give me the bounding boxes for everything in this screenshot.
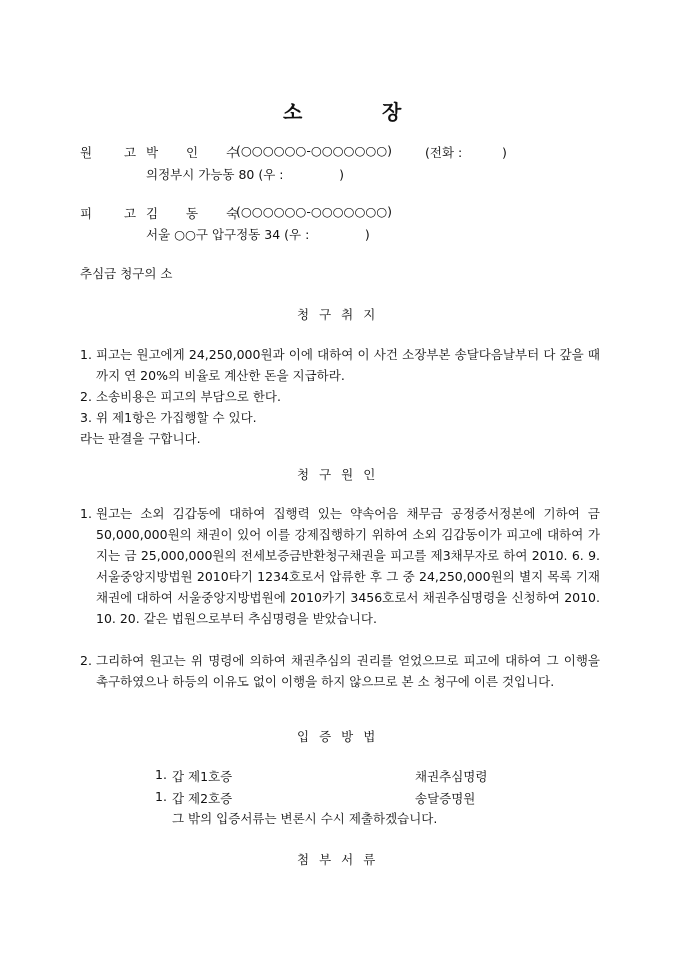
plaintiff-role: 원 고 [80,145,151,160]
evidence-item-number: 1. [155,767,167,782]
plaintiff-address: 의정부시 가능동 80 (우 : ) [146,167,344,182]
case-title: 추심금 청구의 소 [80,266,173,281]
list-item [80,650,600,692]
evidence-item-label: 갑 제1호증 [172,769,233,784]
list-item [80,407,600,428]
item-text: 위 제1항은 가집행할 수 있다. [96,410,257,425]
evidence-item-label: 갑 제2호증 [172,791,233,806]
claim-cause-heading: 청구원인 [297,467,386,482]
title-char-1: 소 [283,100,303,124]
item-number: 1. [80,506,92,521]
defendant-id-number: (○○○○○○-○○○○○○○) [236,204,393,219]
defendant-role: 피 고 [80,206,151,221]
item-text: 원고는 소외 김갑동에 대하여 집행력 있는 약속어음 채무금 공정증서정본에 기하여 금 50,000,000원의 채권이 있어 이를 강제집행하기 위하여 소외 김갑동이가 피고에 대하여 가지는 금 25,000,000원의 전세보증금반환청구채권을 피고를 제3채무자로 하여 2010. 6. 9. 서울중앙지방법원 2010타기 1234호로서 압류한 후 그 중 24,250,000원의 별지 목록 기재 채권에 대하여 서울중앙지방법원에 2010카기 3456호로서 채권추심명령을 신청하여 2010. 10. 20. 같은 법원으로부터 추심명령을 받았습니다. [96,506,600,626]
plaintiff-name: 박 인 수 [146,145,239,160]
claim-purpose-heading: 청구취지 [297,307,386,322]
item-text: 그리하여 원고는 위 명령에 의하여 채권추심의 권리를 얻었으므로 피고에 대하여 그 이행을 촉구하였으나 하등의 이유도 없이 이행을 하지 않으므로 본 소 청구에 이른 것입니다. [96,653,600,689]
evidence-item-desc: 채권추심명령 [415,769,488,784]
evidence-note: 그 밖의 입증서류는 변론시 수시 제출하겠습니다. [172,811,438,826]
list-item [80,344,600,386]
item-number: 2. [80,389,92,404]
item-number: 2. [80,653,92,668]
evidence-heading: 입증방법 [297,729,386,744]
attachments-heading: 첨부서류 [297,852,386,867]
plaintiff-phone: (전화 : ) [425,145,507,160]
claim-purpose-list [80,344,600,449]
item-number: 1. [80,347,92,362]
title-char-2: 장 [382,100,402,124]
list-item [80,503,600,629]
plaintiff-id-number: (○○○○○○-○○○○○○○) [236,143,393,158]
list-item [80,386,600,407]
item-text: 소송비용은 피고의 부담으로 한다. [96,389,281,404]
defendant-name: 김 동 숙 [146,206,239,221]
defendant-address: 서울 ○○구 압구정동 34 (우 : ) [146,227,370,242]
claim-purpose-closing: 라는 판결을 구합니다. [80,431,201,446]
claim-cause-list [80,503,600,692]
evidence-item-number: 1. [155,789,167,804]
item-number: 3. [80,410,92,425]
evidence-item-desc: 송달증명원 [415,791,476,806]
item-text: 피고는 원고에게 24,250,000원과 이에 대하여 이 사건 소장부본 송달다음날부터 다 갚을 때까지 연 20%의 비율로 계산한 돈을 지급하라. [96,347,600,383]
